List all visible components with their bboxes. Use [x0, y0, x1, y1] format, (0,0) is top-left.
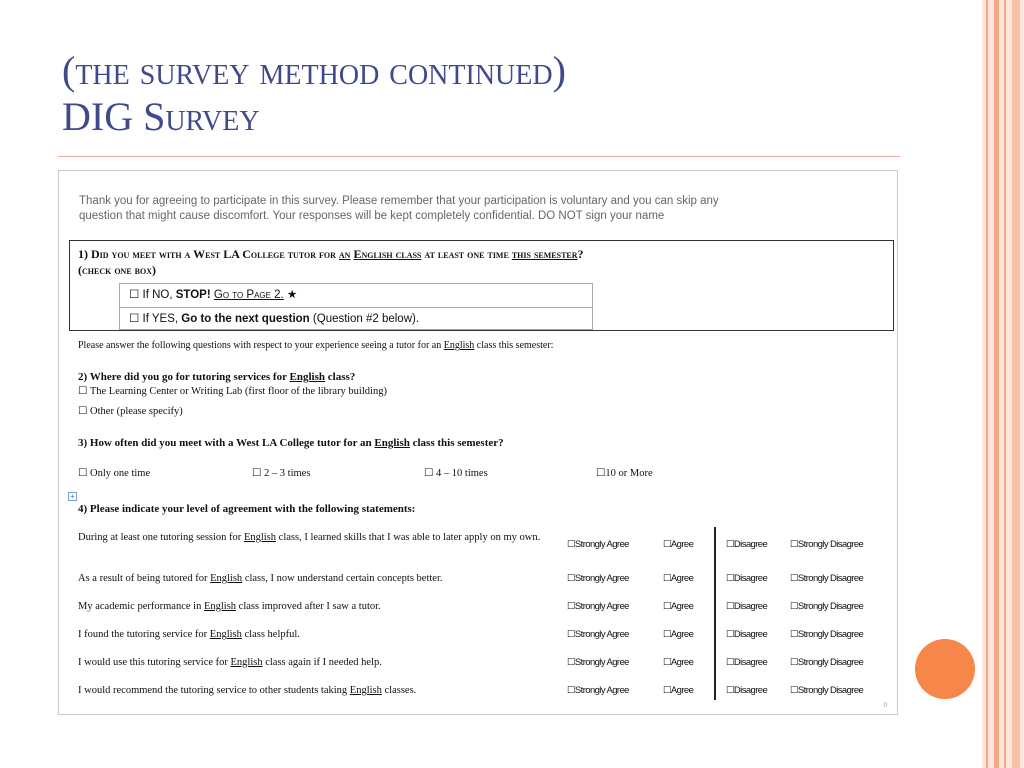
scale-agree[interactable]: ☐Agree	[663, 601, 694, 612]
question-3-text: 3) How often did you meet with a West LA College tutor for an English class this semester?	[78, 437, 504, 449]
scale-strongly-disagree[interactable]: ☐Strongly Disagree	[790, 601, 864, 612]
scale-strongly-disagree[interactable]: ☐Strongly Disagree	[790, 657, 864, 668]
stripe	[986, 0, 988, 768]
stripe	[994, 0, 999, 768]
question-1-instruction: (check one box)	[78, 263, 156, 277]
scale-disagree[interactable]: ☐Disagree	[726, 657, 768, 668]
scale-strongly-agree[interactable]: ☐Strongly Agree	[567, 629, 629, 640]
slide-title-line2: DIG Survey	[62, 94, 260, 139]
scale-agree[interactable]: ☐Agree	[663, 657, 694, 668]
scale-strongly-disagree[interactable]: ☐Strongly Disagree	[790, 539, 864, 550]
star-icon: ★	[283, 289, 298, 301]
go-to-page-2-link: Go to Page 2.	[213, 289, 284, 301]
scale-agree[interactable]: ☐Agree	[663, 685, 694, 696]
scale-agree[interactable]: ☐Agree	[663, 539, 694, 550]
stripe	[1004, 0, 1006, 768]
option-yes[interactable]: ☐ If YES, Go to the next question (Question #2 below).	[120, 307, 592, 330]
statement-1: During at least one tutoring session for English class, I learned skills that I was able to later apply on my own.	[78, 532, 541, 543]
scale-strongly-agree[interactable]: ☐Strongly Agree	[567, 601, 629, 612]
question-2-option-learning-center[interactable]: ☐ The Learning Center or Writing Lab (first floor of the library building)	[78, 386, 387, 397]
statement-4: I found the tutoring service for English class helpful.	[78, 629, 300, 640]
scale-disagree[interactable]: ☐Disagree	[726, 601, 768, 612]
scale-strongly-disagree[interactable]: ☐Strongly Disagree	[790, 629, 864, 640]
survey-intro	[79, 194, 869, 224]
statement-3: My academic performance in English class improved after I saw a tutor.	[78, 601, 381, 612]
scale-disagree[interactable]: ☐Disagree	[726, 539, 768, 550]
question-1-options	[119, 283, 593, 330]
question-3-option-4[interactable]: ☐10 or More	[596, 468, 653, 479]
title-divider	[58, 156, 900, 157]
statement-5: I would use this tutoring service for English class again if I needed help.	[78, 657, 382, 668]
question-1-box	[69, 240, 894, 331]
scale-strongly-disagree[interactable]: ☐Strongly Disagree	[790, 685, 864, 696]
scale-divider	[714, 527, 716, 700]
intro-line-1: Thank you for agreeing to participate in this survey. Please remember that your participation is voluntary and you can skip any	[79, 195, 719, 207]
slide-title-line1: (the survey method continued)	[62, 48, 566, 93]
scale-disagree[interactable]: ☐Disagree	[726, 685, 768, 696]
scale-strongly-disagree[interactable]: ☐Strongly Disagree	[790, 573, 864, 584]
scale-agree[interactable]: ☐Agree	[663, 629, 694, 640]
survey-document	[58, 170, 898, 715]
statement-6: I would recommend the tutoring service to other students taking English classes.	[78, 685, 417, 696]
question-2-option-other[interactable]: ☐ Other (please specify)	[78, 406, 183, 417]
scale-disagree[interactable]: ☐Disagree	[726, 629, 768, 640]
scale-agree[interactable]: ☐Agree	[663, 573, 694, 584]
scale-disagree[interactable]: ☐Disagree	[726, 573, 768, 584]
question-1-text: 1) Did you meet with a West LA College tutor for an English class at least one time this semester? (check one box)	[78, 247, 584, 277]
scale-strongly-agree[interactable]: ☐Strongly Agree	[567, 539, 629, 550]
decorative-stripes	[982, 0, 1024, 768]
decorative-circle	[915, 639, 975, 699]
intro-line-2: question that might cause discomfort. Your responses will be kept completely confidential. DO NOT sign your name	[79, 210, 665, 222]
scale-strongly-agree[interactable]: ☐Strongly Agree	[567, 573, 629, 584]
scale-strongly-agree[interactable]: ☐Strongly Agree	[567, 685, 629, 696]
question-4-heading: 4) Please indicate your level of agreement with the following statements:	[78, 503, 416, 515]
question-3-option-1[interactable]: ☐ Only one time	[78, 468, 151, 479]
expand-plus-icon[interactable]: +	[68, 492, 77, 501]
statement-2: As a result of being tutored for English class, I now understand certain concepts better.	[78, 573, 443, 584]
page-mark: 0	[883, 701, 887, 709]
question-3-option-2[interactable]: ☐ 2 – 3 times	[252, 468, 311, 479]
question-3-option-3[interactable]: ☐ 4 – 10 times	[424, 468, 488, 479]
stripe	[1012, 0, 1020, 768]
scale-strongly-agree[interactable]: ☐Strongly Agree	[567, 657, 629, 668]
option-no[interactable]: ☐ If NO, STOP! Go to Page 2. ★	[129, 289, 298, 301]
question-2-text: 2) Where did you go for tutoring services for English class?	[78, 371, 356, 383]
slide-title	[62, 48, 566, 140]
instruction-text: Please answer the following questions with respect to your experience seeing a tutor for an English class this semester:	[78, 340, 554, 351]
